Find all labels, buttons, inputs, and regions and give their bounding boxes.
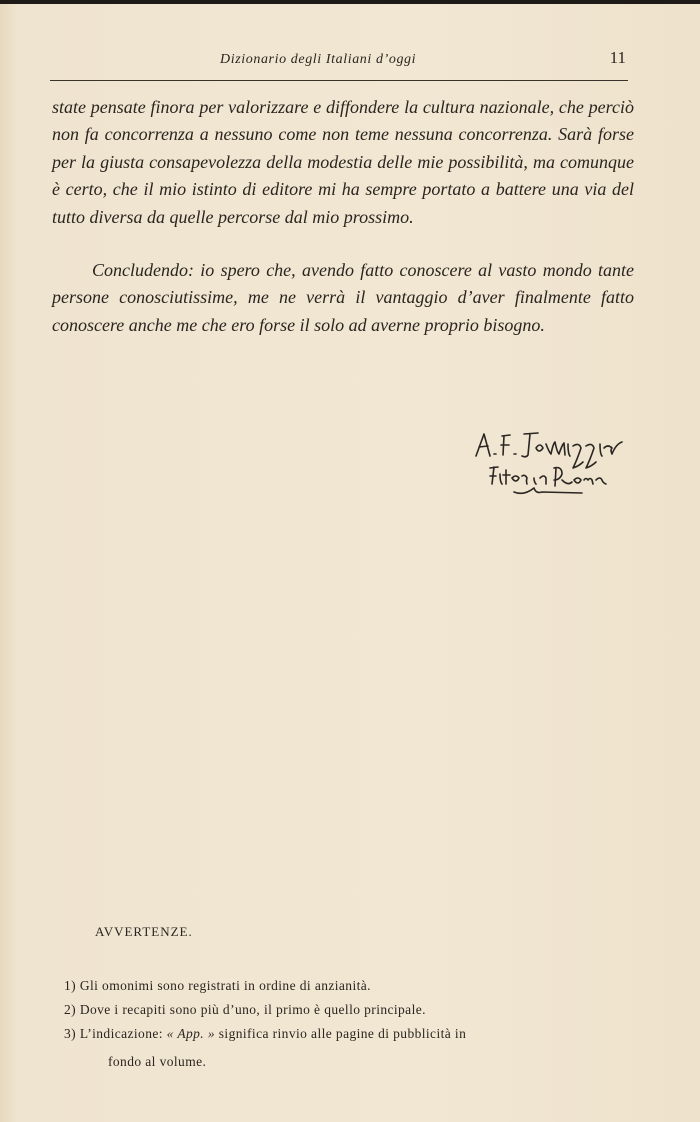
- paragraph-1: state pensate finora per valorizzare e diffondere la cultura nazionale, che perciò non fa concorrenza a nessuno come non teme nessuna concorrenza. Sarà forse per la giusta consapevolezza della modestia delle mie possibilità, ma comunque è certo, che il mio istinto di editore mi ha sempre portato a battere una via del tutto diversa da quelle percorse dal mio prossimo.: [52, 97, 634, 227]
- body-text: [52, 94, 634, 339]
- paragraph-2: Concludendo: io spero che, avendo fatto conoscere al vasto mondo tante persone conosciutissime, me ne verrà il vantaggio d’aver finalmente fatto conoscere anche me che ero forse il solo ad averne proprio bisogno.: [52, 260, 634, 335]
- notes-list: [64, 974, 640, 1074]
- note-item-3-start: 3) L’indicazione:: [64, 1026, 167, 1041]
- note-item-1: 1) Gli omonimi sono registrati in ordine di anzianità.: [64, 978, 371, 993]
- page-number: 11: [609, 48, 626, 67]
- handwritten-signature: [470, 430, 650, 500]
- note-item-3: [64, 1022, 640, 1046]
- header-rule: [50, 80, 628, 81]
- running-title: Dizionario degli Italiani d’oggi: [220, 52, 417, 67]
- note-item-3-end: significa rinvio alle pagine di pubblicità in: [215, 1026, 467, 1041]
- page-header: [52, 50, 628, 78]
- page-top-edge: [0, 0, 700, 4]
- note-item-3-continuation: fondo al volume.: [108, 1054, 207, 1069]
- notes-heading: AVVERTENZE.: [95, 924, 193, 939]
- note-item-3-abbrev: « App. »: [166, 1026, 215, 1041]
- note-item-2: 2) Dove i recapiti sono più d’uno, il primo è quello principale.: [64, 1002, 426, 1017]
